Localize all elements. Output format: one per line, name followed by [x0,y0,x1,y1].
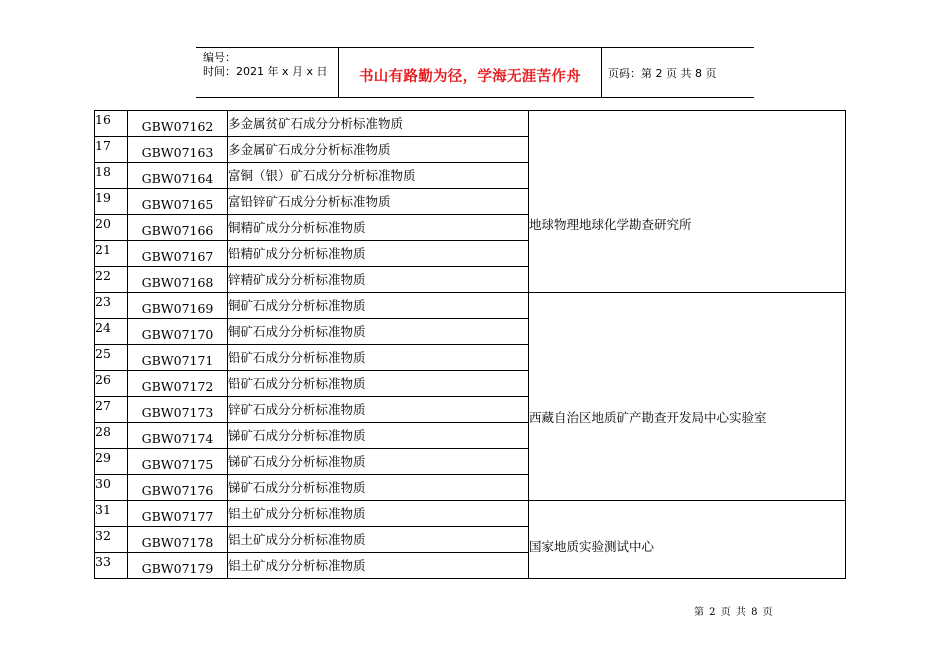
material-code: GBW07176 [128,475,228,501]
issuing-organization [529,501,846,579]
row-number: 29 [95,449,128,475]
row-number: 28 [95,423,128,449]
row-number: 20 [95,215,128,241]
header-page-cell [602,48,754,97]
document-date-label: 时间：2021 年 x 月 x 日 [203,65,328,78]
material-code: GBW07166 [128,215,228,241]
material-code: GBW07164 [128,163,228,189]
row-number: 19 [95,189,128,215]
row-number: 16 [95,111,128,137]
header-motto-cell [339,48,602,97]
material-name: 多金属贫矿石成分分析标准物质 [228,111,529,137]
reference-material-table [94,110,846,579]
issuing-organization [529,111,846,293]
material-name: 铝土矿成分分析标准物质 [228,553,529,579]
material-code: GBW07174 [128,423,228,449]
material-name: 铜矿石成分分析标准物质 [228,319,529,345]
material-code: GBW07163 [128,137,228,163]
row-number: 27 [95,397,128,423]
material-code: GBW07177 [128,501,228,527]
row-number: 23 [95,293,128,319]
material-name: 富铅锌矿石成分分析标准物质 [228,189,529,215]
material-name: 铜精矿成分分析标准物质 [228,215,529,241]
table-row [95,501,846,527]
material-code: GBW07172 [128,371,228,397]
organization-name: 国家地质实验测试中心 [529,538,655,554]
material-name: 锑矿石成分分析标准物质 [228,423,529,449]
material-code: GBW07168 [128,267,228,293]
row-number: 33 [95,553,128,579]
header-motto: 书山有路勤为径，学海无涯苦作舟 [359,68,581,85]
row-number: 21 [95,241,128,267]
organization-name: 地球物理地球化学勘查研究所 [529,216,692,232]
document-number-label: 编号： [203,51,236,64]
table-row [95,111,846,137]
material-code: GBW07162 [128,111,228,137]
material-code: GBW07165 [128,189,228,215]
material-code: GBW07169 [128,293,228,319]
row-number: 17 [95,137,128,163]
material-name: 锑矿石成分分析标准物质 [228,475,529,501]
material-code: GBW07175 [128,449,228,475]
row-number: 32 [95,527,128,553]
material-name: 铅矿石成分分析标准物质 [228,345,529,371]
material-name: 铝土矿成分分析标准物质 [228,527,529,553]
material-name: 锌矿石成分分析标准物质 [228,397,529,423]
page-header [196,47,754,98]
material-code: GBW07167 [128,241,228,267]
row-number: 31 [95,501,128,527]
material-code: GBW07171 [128,345,228,371]
header-meta-cell [196,48,339,97]
row-number: 22 [95,267,128,293]
material-name: 锑矿石成分分析标准物质 [228,449,529,475]
table-row [95,293,846,319]
material-name: 富铜（银）矿石成分分析标准物质 [228,163,529,189]
row-number: 25 [95,345,128,371]
issuing-organization [529,293,846,501]
material-name: 多金属矿石成分分析标准物质 [228,137,529,163]
material-name: 锌精矿成分分析标准物质 [228,267,529,293]
row-number: 24 [95,319,128,345]
page-footer: 第 2 页 共 8 页 [694,607,774,618]
material-code: GBW07178 [128,527,228,553]
organization-name: 西藏自治区地质矿产勘查开发局中心实验室 [529,410,767,425]
header-page-info: 页码：第 2 页 共 8 页 [608,67,717,80]
material-name: 铝土矿成分分析标准物质 [228,501,529,527]
row-number: 26 [95,371,128,397]
material-code: GBW07173 [128,397,228,423]
material-code: GBW07170 [128,319,228,345]
material-name: 铜矿石成分分析标准物质 [228,293,529,319]
table-body [95,111,846,579]
row-number: 18 [95,163,128,189]
material-name: 铅矿石成分分析标准物质 [228,371,529,397]
material-name: 铅精矿成分分析标准物质 [228,241,529,267]
row-number: 30 [95,475,128,501]
material-code: GBW07179 [128,553,228,579]
